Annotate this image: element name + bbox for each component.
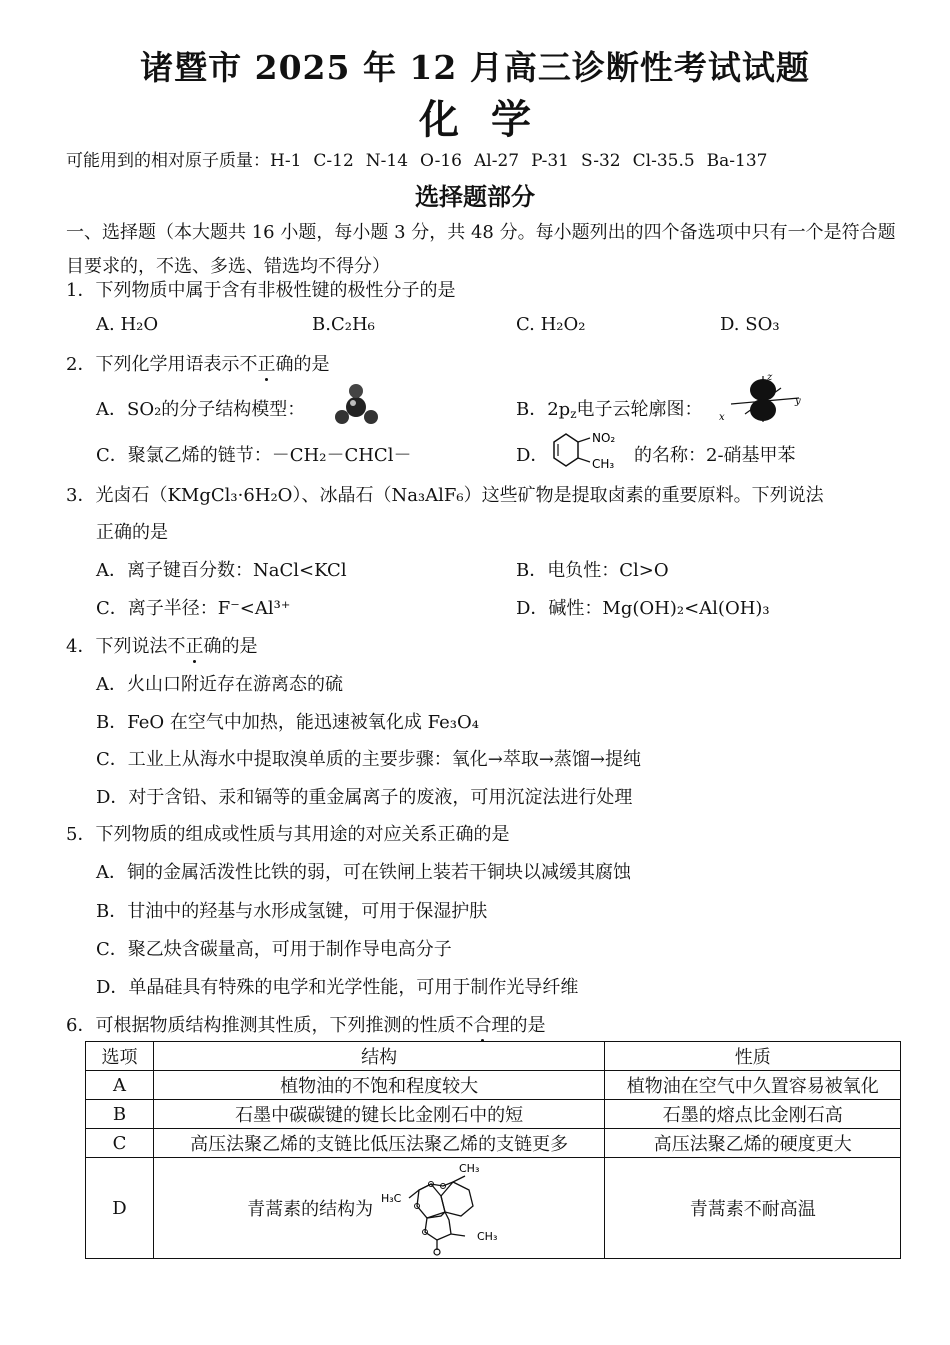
q1-option-a: A. H₂O bbox=[96, 314, 159, 335]
table-cell-option: B bbox=[86, 1100, 154, 1129]
table-cell-property: 高压法聚乙烯的硬度更大 bbox=[605, 1129, 901, 1158]
ch3-label: CH₃ bbox=[592, 457, 615, 471]
q3-option-d: D．碱性：Mg(OH)₂<Al(OH)₃ bbox=[516, 598, 770, 619]
q2-option-d bbox=[516, 441, 548, 467]
q2-option-b-text: B．2p bbox=[516, 399, 571, 420]
q6-table bbox=[85, 1041, 901, 1259]
q2-option-a bbox=[96, 395, 305, 421]
mass-item: H-1 bbox=[270, 151, 302, 171]
q3-option-b: B．电负性：Cl>O bbox=[516, 560, 669, 581]
table-cell-option: A bbox=[86, 1071, 154, 1100]
atomic-masses bbox=[66, 146, 768, 171]
table-header-cell: 结构 bbox=[153, 1042, 605, 1071]
q6-stem-post: 的是 bbox=[509, 1015, 546, 1036]
exam-title: 诸暨市 2025 年 12 月高三诊断性考试试题 bbox=[140, 48, 810, 87]
mass-item: Al-27 bbox=[473, 151, 520, 171]
q1-stem: 1．下列物质中属于含有非极性键的极性分子的是 bbox=[66, 280, 456, 301]
q4-stem-emphasis: 不正确 bbox=[167, 636, 222, 657]
axis-z-label: z bbox=[767, 372, 773, 383]
table-header-row bbox=[86, 1042, 901, 1071]
q3-option-c: C．离子半径：F⁻<Al³⁺ bbox=[96, 598, 291, 619]
q6-stem bbox=[66, 1011, 545, 1037]
q2-stem-post: 的是 bbox=[293, 354, 330, 375]
q2-option-b-sub: z bbox=[570, 407, 577, 421]
mass-item: Ba-137 bbox=[706, 151, 768, 171]
mass-item: N-14 bbox=[365, 151, 409, 171]
mass-item: Cl-35.5 bbox=[632, 151, 695, 171]
axis-y-label: y bbox=[795, 396, 801, 407]
p-orbital-icon bbox=[715, 370, 805, 426]
table-cell-option: D bbox=[86, 1158, 154, 1259]
q4-option-b: B．FeO 在空气中加热，能迅速被氧化成 Fe₃O₄ bbox=[96, 712, 479, 733]
q2-option-d-name: 的名称：2-硝基甲苯 bbox=[634, 445, 796, 466]
mass-item: P-31 bbox=[531, 151, 569, 171]
mol-ch3-top: CH₃ bbox=[459, 1162, 480, 1175]
table-cell-property: 植物油在空气中久置容易被氧化 bbox=[605, 1071, 901, 1100]
q1-option-d: D. SO₃ bbox=[720, 314, 780, 335]
table-row bbox=[86, 1071, 901, 1100]
q4-option-c: C．工业上从海水中提取溴单质的主要步骤：氧化→萃取→蒸馏→提纯 bbox=[96, 749, 642, 770]
artemisinin-structure-icon bbox=[381, 1160, 511, 1256]
q4-stem-post: 的是 bbox=[221, 636, 258, 657]
q6-stem-emphasis: 不合理 bbox=[455, 1015, 510, 1036]
artemisinin-label: 青蒿素的结构为 bbox=[247, 1199, 374, 1220]
table-cell-option: C bbox=[86, 1129, 154, 1158]
q2-option-d-pre: D． bbox=[516, 445, 549, 466]
nitrotoluene-structure-icon bbox=[546, 428, 632, 472]
q1-option-b: B.C₂H₆ bbox=[312, 314, 375, 335]
q2-stem-emphasis: 不正确 bbox=[239, 354, 294, 375]
q5-stem: 5．下列物质的组成或性质与其用途的对应关系正确的是 bbox=[66, 824, 510, 845]
q2-option-c: C．聚氯乙烯的链节：－CH₂－CHCl－ bbox=[96, 445, 412, 466]
atomic-masses-label: 可能用到的相对原子质量： bbox=[66, 151, 270, 171]
q2-option-b-post: 电子云轮廓图： bbox=[576, 399, 703, 420]
q2-stem-pre: 2．下列化学用语表示 bbox=[66, 354, 240, 375]
table-cell-property: 石墨的熔点比金刚石高 bbox=[605, 1100, 901, 1129]
mol-ch3-bottom: CH₃ bbox=[477, 1230, 498, 1243]
q4-option-d: D．对于含铅、汞和镉等的重金属离子的废液，可用沉淀法进行处理 bbox=[96, 787, 633, 808]
artemisinin-cell bbox=[247, 1160, 511, 1256]
q4-stem-pre: 4．下列说法 bbox=[66, 636, 168, 657]
so2-model-icon bbox=[330, 379, 382, 429]
q2-stem bbox=[66, 350, 329, 376]
q5-option-c: C．聚乙炔含碳量高，可用于制作导电高分子 bbox=[96, 939, 452, 960]
table-cell-structure: 高压法聚乙烯的支链比低压法聚乙烯的支链更多 bbox=[153, 1129, 605, 1158]
table-header-cell: 性质 bbox=[605, 1042, 901, 1071]
q5-option-d: D．单晶硅具有特殊的电学和光学性能，可用于制作光导纤维 bbox=[96, 977, 579, 998]
table-header-cell: 选项 bbox=[86, 1042, 154, 1071]
q3-stem-line2: 正确的是 bbox=[96, 522, 168, 543]
q5-option-b: B．甘油中的羟基与水形成氢键，可用于保湿护肤 bbox=[96, 901, 488, 922]
q6-stem-pre: 6．可根据物质结构推测其性质，下列推测的性质 bbox=[66, 1015, 456, 1036]
q1-option-c: C. H₂O₂ bbox=[516, 314, 586, 335]
no2-label: NO₂ bbox=[592, 431, 616, 445]
mass-item: C-12 bbox=[313, 151, 354, 171]
table-cell-property: 青蒿素不耐高温 bbox=[605, 1158, 901, 1259]
mass-item: O-16 bbox=[420, 151, 462, 171]
axis-x-label: x bbox=[719, 412, 725, 423]
section-title: 选择题部分 bbox=[415, 182, 535, 211]
table-cell-structure: 石墨中碳碳键的键长比金刚石中的短 bbox=[153, 1100, 605, 1129]
table-cell-structure: 植物油的不饱和程度较大 bbox=[153, 1071, 605, 1100]
q4-stem bbox=[66, 632, 257, 658]
mol-h3c: H₃C bbox=[381, 1192, 402, 1205]
instructions: 一、选择题（本大题共 16 小题，每小题 3 分，共 48 分。每小题列出的四个备选项中只有一个是符合题目要求的，不选、多选、错选均不得分） bbox=[66, 222, 896, 277]
q2-option-a-text: A．SO₂的分子结构模型： bbox=[96, 399, 306, 420]
q2-option-b bbox=[516, 395, 703, 421]
mass-item: S-32 bbox=[580, 151, 621, 171]
q4-option-a: A．火山口附近存在游离态的硫 bbox=[96, 674, 343, 695]
table-row bbox=[86, 1100, 901, 1129]
q3-option-a: A．离子键百分数：NaCl<KCl bbox=[96, 560, 347, 581]
table-cell-structure bbox=[153, 1158, 605, 1259]
q5-option-a: A．铜的金属活泼性比铁的弱，可在铁闸上装若干铜块以减缓其腐蚀 bbox=[96, 862, 631, 883]
subject-title: 化学 bbox=[419, 96, 563, 143]
table-row bbox=[86, 1158, 901, 1259]
table-row bbox=[86, 1129, 901, 1158]
q3-stem-line1: 3．光卤石（KMgCl₃·6H₂O）、冰晶石（Na₃AlF₆）这些矿物是提取卤素的重要原料。下列说法 bbox=[66, 485, 824, 506]
